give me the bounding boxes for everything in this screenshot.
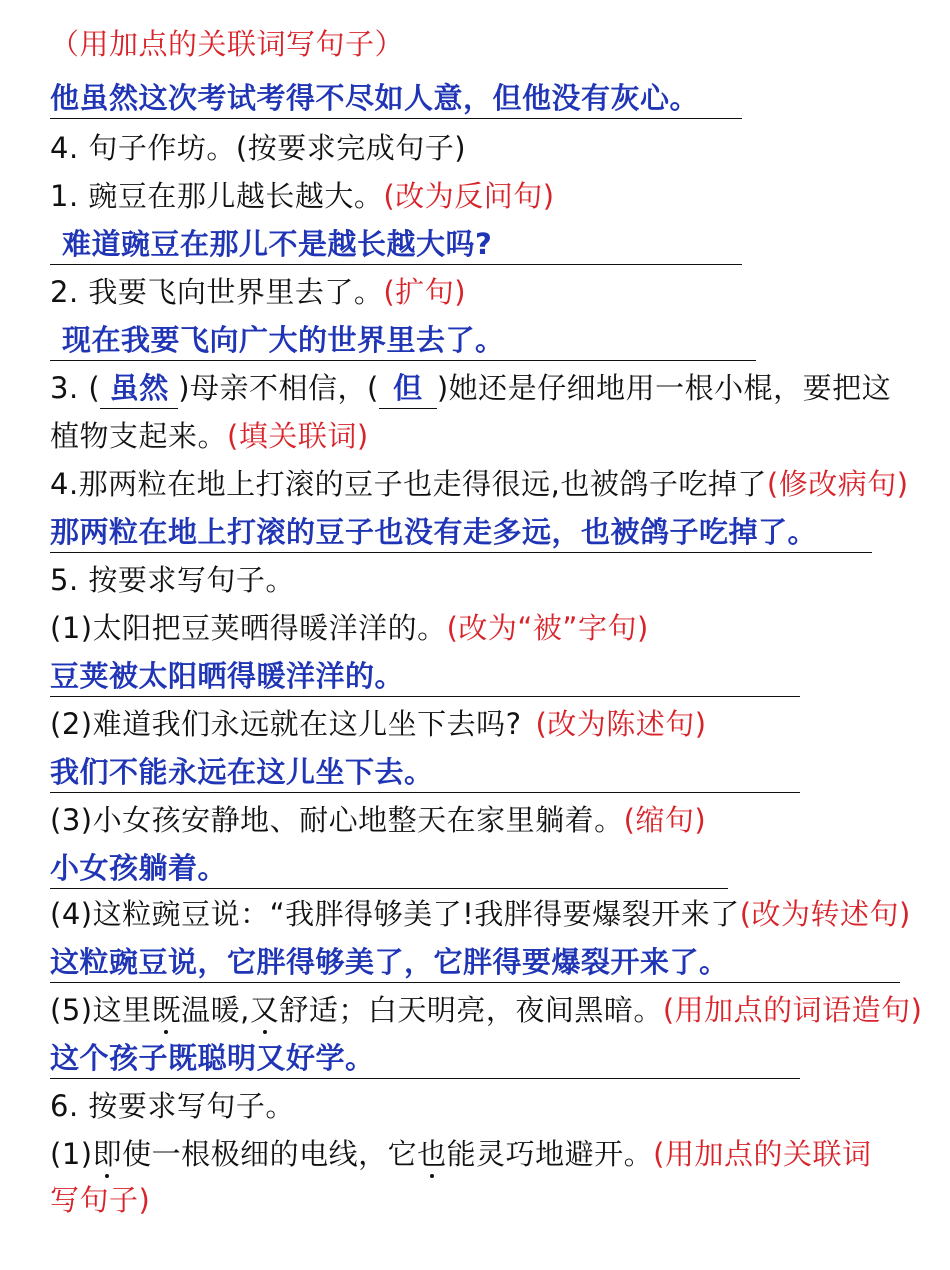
instruction-text: 写句子) <box>50 1183 151 1217</box>
answer-line <box>50 848 728 888</box>
section-heading-text: 5. 按要求写句子。 <box>50 563 295 597</box>
dotted-keyword: 既 <box>152 990 182 1030</box>
question-line <box>50 894 911 934</box>
answer-line <box>50 320 756 360</box>
question-text: 舒适；白天明亮，夜间黑暗。 <box>279 993 663 1027</box>
question-line <box>50 990 923 1030</box>
instruction-text: (改为转述句) <box>739 897 911 931</box>
fill-blank-answer: 虽然 <box>100 368 178 409</box>
answer-text: 那两粒在地上打滚的豆子也没有走多远，也被鸽子吃掉了。 <box>50 512 872 553</box>
question-line <box>50 800 706 840</box>
answer-text: 这粒豌豆说，它胖得够美了，它胖得要爆裂开来了。 <box>50 942 900 983</box>
question-text: 1. 豌豆在那儿越长越大。 <box>50 179 384 213</box>
instruction-text: (用加点的关联词 <box>653 1137 872 1171</box>
answer-text: 难道豌豆在那儿不是越长越大吗? <box>50 224 742 265</box>
answer-line <box>50 752 800 792</box>
instruction-text: （用加点的关联词写句子） <box>50 27 405 61</box>
answer-text: 小女孩躺着。 <box>50 848 728 889</box>
answer-text: 他虽然这次考试考得不尽如人意，但他没有灰心。 <box>50 78 742 119</box>
answer-line <box>50 224 742 264</box>
answer-text: 现在我要飞向广大的世界里去了。 <box>50 320 756 361</box>
dotted-keyword: 即 <box>93 1134 123 1174</box>
question-text: 3. ( <box>50 371 101 405</box>
question-text: (2)难道我们永远就在这儿坐下去吗? <box>50 707 522 741</box>
question-text: 使一根极细的电线，它 <box>122 1137 418 1171</box>
instruction-text: (缩句) <box>623 803 707 837</box>
instruction-text: (改为反问句) <box>383 179 555 213</box>
question-line <box>50 416 369 456</box>
question-line <box>50 368 891 408</box>
question-text: (4)这粒豌豆说：“我胖得够美了!我胖得要爆裂开来了 <box>50 897 740 931</box>
answer-line <box>50 1038 800 1078</box>
answer-text: 豆荚被太阳晒得暖洋洋的。 <box>50 656 800 697</box>
question-line <box>50 464 909 504</box>
instruction-line <box>50 1180 150 1220</box>
question-text: )她还是仔细地用一根小棍，要把这 <box>436 371 892 405</box>
answer-line <box>50 656 800 696</box>
instruction-text: (扩句) <box>383 275 467 309</box>
answer-text: 这个孩子既聪明又好学。 <box>50 1038 800 1079</box>
question-text: 能灵巧地避开。 <box>446 1137 654 1171</box>
question-line <box>50 608 649 648</box>
question-text: 植物支起来。 <box>50 419 228 453</box>
instruction-text: (改为陈述句) <box>535 707 707 741</box>
question-text: 温暖, <box>181 993 250 1027</box>
instruction-text: (填关联词) <box>227 419 369 453</box>
answer-text: 我们不能永远在这儿坐下去。 <box>50 752 800 793</box>
instruction-text: (修改病句) <box>766 467 909 501</box>
section-heading-text: 6. 按要求写句子。 <box>50 1089 295 1123</box>
section-heading-text: 4. 句子作坊。(按要求完成句子) <box>50 131 467 165</box>
question-text: (3)小女孩安静地、耐心地整天在家里躺着。 <box>50 803 624 837</box>
dotted-keyword: 又 <box>250 990 280 1030</box>
question-text: )母亲不相信，( <box>178 371 379 405</box>
question-text: 4.那两粒在地上打滚的豆子也走得很远,也被鸽子吃掉了 <box>50 467 767 501</box>
instruction-text: (改为“被”字句) <box>446 611 649 645</box>
fill-blank-answer: 但 <box>379 368 437 409</box>
question-line <box>50 1134 871 1174</box>
question-text: 2. 我要飞向世界里去了。 <box>50 275 384 309</box>
question-line <box>50 704 707 744</box>
section-heading <box>50 1086 295 1126</box>
dotted-keyword: 也 <box>417 1134 447 1174</box>
section-heading <box>50 560 295 600</box>
question-text: (5)这里 <box>50 993 152 1027</box>
question-line <box>50 176 555 216</box>
instruction-text: (用加点的词语造句) <box>662 993 923 1027</box>
answer-line <box>50 512 872 552</box>
question-text: (1)太阳把豆荚晒得暖洋洋的。 <box>50 611 447 645</box>
question-line <box>50 272 466 312</box>
answer-line <box>50 942 900 982</box>
instruction-line <box>50 24 404 64</box>
question-text: (1) <box>50 1137 93 1171</box>
answer-line <box>50 78 742 118</box>
section-heading <box>50 128 466 168</box>
